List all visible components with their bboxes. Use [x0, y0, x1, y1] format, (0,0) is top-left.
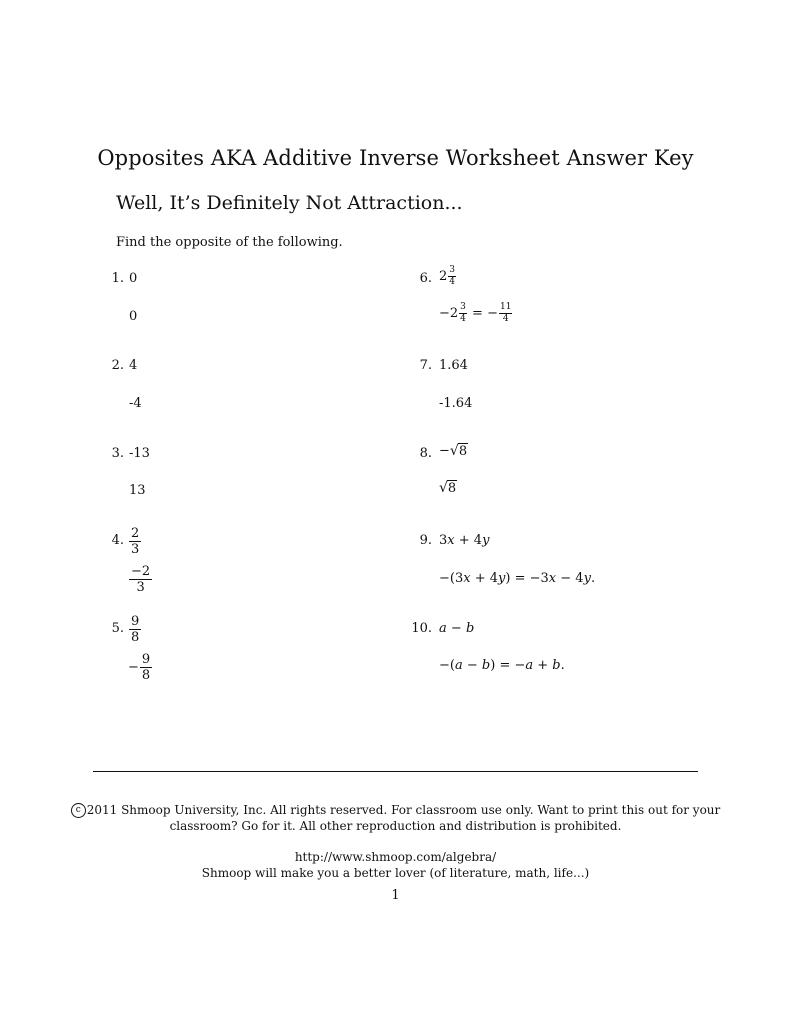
footer-tagline: Shmoop will make you a better lover (of literature, math, life...): [201, 866, 590, 880]
footer-divider: [93, 771, 698, 772]
problem-number: 4.: [111, 533, 124, 548]
problem-number: 8.: [419, 446, 432, 461]
copyright-line-2: classroom? Go for it. All other reproduction and distribution is prohibited.: [169, 819, 622, 833]
fraction: $\frac{2}{3}$: [131, 526, 140, 557]
fraction: $\frac{3}{4}$: [449, 265, 456, 287]
page-title: Opposites AKA Additive Inverse Worksheet Answer Key: [97, 146, 694, 170]
problem-expression: −√8: [439, 443, 468, 459]
copyright-icon: c: [71, 803, 86, 818]
answer-expression: -1.64: [439, 396, 473, 411]
answer-expression: −(3x + 4y) = −3x − 4y.: [439, 571, 596, 586]
problem-expression: [128, 615, 142, 644]
copyright-line-1: [0, 802, 791, 818]
problem-expression: 2 $\frac{3}{4}$: [439, 265, 456, 287]
copyright-text: 2011 Shmoop University, Inc. All rights reserved. For classroom use only. Want to print this out for your: [86, 803, 721, 817]
problem-expression: 3x + 4y: [439, 533, 490, 548]
answer-expression: −(a − b) = −a + b.: [439, 658, 565, 673]
page-number: 1: [391, 888, 400, 903]
fraction: $\frac{9}{8}$: [131, 614, 140, 645]
square-root: √8: [439, 480, 457, 496]
problem-number: 10.: [411, 621, 432, 636]
problem-expression: -13: [129, 446, 150, 461]
problem-expression: 0: [129, 271, 138, 286]
answer-expression: [439, 480, 457, 496]
problem-number: 9.: [419, 533, 432, 548]
problem-expression: 4: [129, 358, 138, 373]
problem-number: 5.: [111, 621, 124, 636]
fraction: $\frac{11}{4}$: [499, 302, 512, 324]
fraction: $\frac{3}{4}$: [460, 302, 466, 324]
square-root: √8: [449, 443, 468, 459]
answer-expression: −2 $\frac{3}{4}$ = − $\frac{11}{4}$: [439, 302, 512, 324]
problem-number: 2.: [111, 358, 124, 373]
answer-expression: − $\frac{9}{8}$: [128, 652, 151, 683]
section-heading: Well, It’s Definitely Not Attraction...: [116, 192, 463, 214]
answer-expression: [128, 565, 153, 594]
answer-expression: 0: [129, 309, 138, 324]
problem-expression: [128, 527, 142, 556]
problem-number: 7.: [419, 358, 432, 373]
fraction: $\frac{9}{8}$: [141, 652, 151, 683]
problem-expression: 1.64: [439, 358, 468, 373]
problem-number: 6.: [419, 271, 432, 286]
answer-expression: 13: [129, 483, 146, 498]
problem-number: 1.: [111, 271, 124, 286]
problem-number: 3.: [111, 446, 124, 461]
instructions: Find the opposite of the following.: [116, 235, 343, 250]
problem-expression: a − b: [439, 621, 475, 636]
footer-url: http://www.shmoop.com/algebra/: [294, 850, 497, 864]
answer-expression: -4: [129, 396, 142, 411]
fraction: $\frac{-2}{3}$: [131, 564, 151, 595]
